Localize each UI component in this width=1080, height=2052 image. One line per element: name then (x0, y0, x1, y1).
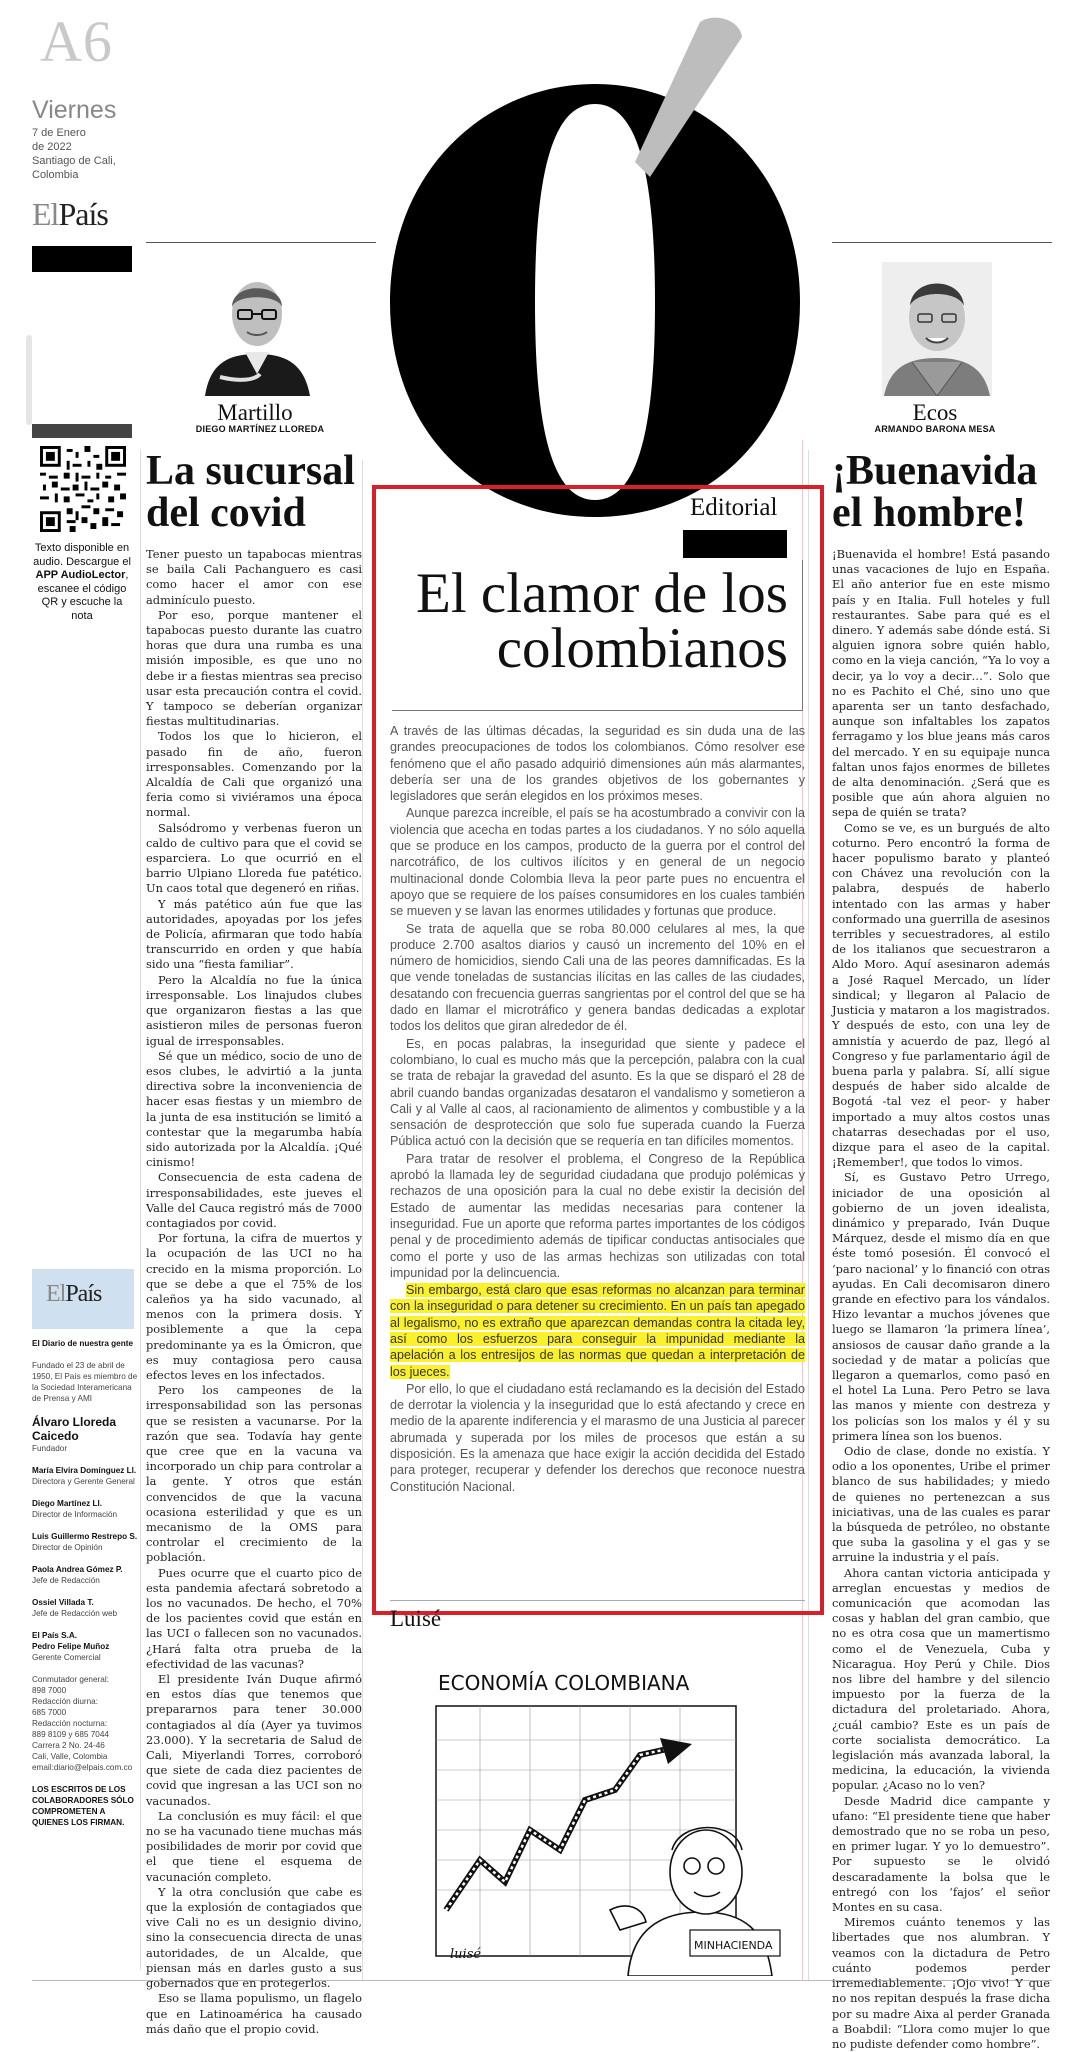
right-article-headline: ¡Buenavida el hombre! (832, 448, 1038, 536)
paragraph: Pero la Alcaldía no fue la única irresponsable. Los linajudos clubes que organizaron fiestas a las que asistieron miles de personas fueron igual de irresponsables. (146, 972, 362, 1048)
paragraph: Se trata de aquella que se roba 80.000 celulares al mes, la que produce 2.700 asaltos diarios y causó un incremento del 10% en el número de homicidios, siendo Cali una de las peores damnificadas. Es la que vende toneladas de sustancias ilícitas en las calles de las ciudades, desatando con frecuencia guerras sangrientas por el control del que se ha dado en llamar el microtráfico y genera bandas dedicadas a explotar todos los delitos que giran alrededor de él. (390, 921, 805, 1034)
paragraph: Como se ve, es un burgués de alto coturno. Pero encontró la forma de hacer populismo barato y planteó con Chávez una revolución con la palabra, después de haberlo intentado con las armas y haber conformado una guerrilla de asesinos terribles y secuestradores, al estilo de los italianos que secuestraron a Aldo Moro. Aquí asesinaron además a José Raquel Mercado, un líder sindical; y llegaron al Palacio de Justicia y mataron a los magistrados. Y después de esto, con una ley de amnistía y acuerdo de paz, llegó al Congreso y fue parlamentario ágil de buena parla y palabra. Sí, allí sigue después de haber sido alcalde de Bogotá -tal vez el peor- y haber importado a muy altos costos unas chatarras desechadas por el uso, dizque para el aseo de la capital. ¡Remember!, que todos lo vimos. (832, 820, 1050, 1170)
cartoon-section-label: Luisé (390, 1606, 442, 1631)
date-line: 7 de Enero (32, 127, 86, 139)
cartoon-tag: MINHACIENDA (694, 1939, 773, 1952)
company-manager: Pedro Felipe Muñoz (32, 1642, 110, 1651)
paragraph: Por ello, lo que el ciudadano está reclamando es la decisión del Estado de derrotar la violencia y la inseguridad que lo está afectando y crece en medio de la aparente indiferencia y el marasmo de una Justicia al parecer abrumada y superada por los miles de procesos que están a su disposición. Es la amenaza que hace exigir la acción decidida del Estado para proteger, recuperar y defender los derechos que reconoce nuestra Constitución Nacional. (390, 1381, 805, 1494)
paragraph: Para tratar de resolver el problema, el Congreso de la República aprobó la llamada ley de seguridad ciudadana que produjo polémicas y rechazos de una oposición para la cual no debe existir la decisión del Estado de aumentar las medidas necesarias para contener la inseguridad. Fue un aporte que reforma partes importantes de los códigos penal y de procedimiento además de tipificar conductas antisociales que como el porte y uso de las armas hechizas son utilizadas con total impunidad por la delincuencia. (390, 1151, 805, 1280)
left-article-headline: La sucursal del covid (146, 448, 355, 536)
divider (390, 1600, 805, 1601)
qr-instructions: Texto disponible en audio. Descargue el APP AudioLector, escanee el código QR y escuche la nota (33, 542, 131, 622)
staff-name: Diego Martínez Ll. (32, 1499, 103, 1508)
staff-name: María Elvira Domínguez Ll. (32, 1466, 137, 1475)
economy-cartoon (410, 1660, 790, 1976)
redaction-bar (683, 530, 787, 558)
column-author-right: ARMANDO BARONA MESA (874, 424, 996, 434)
column-author-left: DIEGO MARTÍNEZ LLOREDA (195, 424, 325, 434)
staff-role: Jefe de Redacción web (32, 1609, 118, 1618)
date-line: Colombia (32, 169, 79, 181)
founded-text: Fundado el 23 de abril de 1950, El País es miembro de la Sociedad Interamericana de Prensa y AMI (32, 1361, 138, 1403)
disclaimer: LOS ESCRITOS DE LOS COLABORADORES SÓLO COMPROMETEN A QUIENES LOS FIRMAN. (32, 1785, 134, 1827)
staff-name: Luis Guillermo Restrepo S. (32, 1532, 138, 1541)
text-highlight: Sin embargo, está claro que esas reformas no alcanzan para terminar con la inseguridad o para detener su crecimiento. En un país tan apegado al legalismo, no es extraño que aparezcan demandas contra la citada ley, así como los esfuerzos para conseguir la impunidad mediante la apelación a los entresijos de las normas que quedan a interpretación de los jueces. (390, 1283, 805, 1379)
paragraph: Todos los que lo hicieron, el pasado fin de año, fueron irresponsables. Comenzando por la Alcaldía de Cali que organizó una feria como si viviéramos una época normal. (146, 729, 362, 820)
left-article-body (146, 547, 362, 2037)
logo-box (32, 1269, 134, 1329)
paragraph: Sé que un médico, socio de uno de esos clubes, le advirtió a la junta directiva sobre la inconveniencia de hacer esas fiestas y un miembro de la junta de esa institución se limitó a contestar que la megarumba había sido autorizada por la Alcaldía. ¡Qué cinismo! (146, 1048, 362, 1170)
paragraph: El presidente Iván Duque afirmó en estos días que tenemos que prepararnos para tener 30.000 contagiados al día (Ayer ya tuvimos 23.000). Y la secretaria de Salud de Cali, Miyerlandi Torres, corroboró que siete de cada diez pacientes de covid que ingresan a las UCI son no vacunados. (146, 1672, 362, 1808)
contact-info: Conmutador general: 898 7000 Redacción diurna: 685 7000 Redacción nocturna: 889 8109 y 685 7044 Carrera 2 No. 24-46 Cali, Valle, Colombia email:diario@elpais.com.co (32, 1675, 133, 1772)
columnist-portrait-right (882, 262, 992, 396)
paragraph: La conclusión es muy fácil: el que no se ha vacunado tiene muchas más posibilidades de morir por covid que el que tiene el esquema de vacunación completo. (146, 1808, 362, 1884)
column-divider (140, 450, 141, 1970)
editorial-body (390, 723, 805, 1496)
paragraph: Salsódromo y verbenas fueron un caldo de cultivo para que el covid se esparciera. Lo que ocurrió en el barrio Ulpiano Lloreda fue patético. Un caos total que degeneró en riñas. (146, 820, 362, 896)
paragraph: ¡Buenavida el hombre! Está pasando unas vacaciones de lujo en España. El año anterior fue en este mismo país y en Italia. Full hoteles y full restaurantes. Sabe para qué es el dinero. Y además sabe dónde está. Si alguien ignora sobre quién hablo, como en la vieja canción, “Ya lo voy a decir, ya lo voy a decir…”. Solo que no es Pachito el Ché, sino uno que aparenta ser un tanto desfachado, aunque son infaltables los zapatos ferragamo y los blue jeans más caros del mercado. Y en su equipaje nunca faltan unos fajos enormes de billetes de alta denominación. ¿Será que es posible que aún ahora alguien no sepa de quién se trata? (832, 547, 1050, 820)
founder-role: Fundador (32, 1444, 68, 1453)
divider (146, 242, 376, 243)
company-role: Gerente Comercial (32, 1653, 101, 1662)
staff-name: Ossiel Villada T. (32, 1598, 94, 1607)
editorial-title: El clamor de los colombianos (416, 562, 788, 680)
paragraph: Tener puesto un tapabocas mientras se baila Cali Pachanguero es casi como hacer el amor con ese adminículo puesto. (146, 547, 362, 607)
column-name-left: Martillo (217, 400, 293, 425)
paragraph: A través de las últimas décadas, la seguridad es sin duda una de las grandes preocupaciones de todos los colombianos. Cómo resolver ese fenómeno que el año pasado adquirió dimensiones aún más alarmantes, debería ser una de los grandes objetivos de los gobernantes y legisladores que serán elegidos en los próximos meses. (390, 724, 805, 804)
paragraph: Miremos cuánto tenemos y las libertades que nos alumbran. Y veamos con la dictadura de Petro cuánto podemos perder irremediablemente. ¡Ojo vivo! Y que no nos repitan después la frase dicha por su madre Aixa al perder Granada a Boabdil: “Llora como mujer lo que no pudiste defender como hombre”. (832, 1915, 1050, 2051)
paragraph: Eso se llama populismo, un flagelo que en Latinoamérica ha causado más daño que el propio covid. (146, 1991, 362, 2036)
opinion-o-logo-icon (370, 12, 820, 522)
founder-name: Álvaro Lloreda Caicedo (32, 1415, 117, 1443)
staff-role: Directora y Gerente General (32, 1477, 135, 1486)
date-line: de 2022 (32, 141, 72, 153)
qr-code-icon[interactable] (40, 446, 126, 532)
staff-role: Jefe de Redacción (32, 1576, 100, 1585)
cartoon-title: ECONOMÍA COLOMBIANA (438, 1671, 690, 1695)
paragraph: Odio de clase, donde no existía. Y odio a los oponentes, Uribe el primer blanco de sus habilidades; y miedo de quienes no pertenezcan a sus iniciativas, una de las cuales es parar la búsqueda de petróleo, no obstante que suba la gasolina y el gas y se arruine la industria y el país. (832, 1443, 1050, 1565)
paragraph: Sí, es Gustavo Petro Urrego, iniciador de una oposición al gobierno de un joven idealista, dinámico y preparado, Iván Duque Márquez, desde el mismo día en que éste tomó posesión. Él convocó el ‘paro nacional’ y lo financió con otras ayudas. En Cali decomisaron dinero grande en efectivo para los vándalos. Hizo levantar a muchos jóvenes que luego se llamaron ‘la primera línea’, ansiosos de causar daño grande a la sociedad y de matar a policías que llegaron a quemarlos, como pasó en el hotel La Luna. Pero Petro se lava las manos y miente con destreza y los policías son los malos y él y su primera línea son los buenos. (832, 1170, 1050, 1443)
company-name: El País S.A. (32, 1631, 78, 1640)
scrollbar[interactable] (26, 335, 32, 425)
paragraph: Es, en pocas palabras, la inseguridad que siente y padece el colombiano, lo cual es mucho más que la percepción, palabra con la cual se trata de rebajar la gravedad del asunto. Es la que se disparó el 28 de abril cuando bandas organizadas desataron el vandalismo y sometieron a Cali y al Valle al caos, al racionamiento de alimentos y combustible y a la sensación de desprotección que solo fue superada cuando la Fuerza Pública actuó con la decisión que se requería en tan difíciles momentos. (390, 1036, 805, 1149)
day-name: Viernes (32, 96, 117, 124)
divider-bar (32, 424, 132, 438)
page-number: A6 (40, 9, 113, 74)
editorial-label: Editorial (690, 494, 778, 521)
date-line: Santiago de Cali, (32, 155, 116, 167)
newspaper-logo: ElPaís (32, 196, 108, 232)
staff-name: Paola Andrea Gómez P. (32, 1565, 123, 1574)
paragraph: Consecuencia de esta cadena de irresponsabilidades, este jueves el Valle del Cauca registró más de 7000 contagiados por covid. (146, 1170, 362, 1230)
newspaper-logo-small: ElPaís (46, 1281, 102, 1307)
highlighted-paragraph (390, 1282, 805, 1380)
columnist-portrait-left (200, 262, 314, 396)
slogan: El Diario de nuestra gente (32, 1339, 134, 1348)
paragraph: Pues ocurre que el cuarto pico de esta pandemia afectará sobretodo a los no vacunados. De hecho, el 70% de los pacientes covid que están en las UCI o fallecen son no vacunados. ¿Hará falta otra prueba de la efectividad de las vacunas? (146, 1565, 362, 1671)
staff-role: Director de Información (32, 1510, 118, 1519)
paragraph: Ahora cantan victoria anticipada y arreglan encuestas y medios de comunicación que acomodan las cosas y hablan del gran cambio, que no es otra cosa que un mamertismo como el de Venezuela, Cuba y Nicaragua. Hoy Perú y Chile. Dios nos libre del hambre y del silencio impuesto por la fuerza de la dictadura del proletariado. Ahora, ¿cuál cambio? Este es un país de corte socialista democrático. La legislación más avanzada laboral, la medicina, la educación, la vivienda popular. ¿Acaso no lo ven? (832, 1565, 1050, 1793)
cartoon-signature: luisé (450, 1947, 482, 1962)
column-divider (362, 460, 363, 1980)
paragraph: Pero los campeones de la irresponsabilidad son las personas que se resisten a vacunarse. Por la razón que sea. Todavía hay gente que cree que en la vacuna va incorporado un chip para controlar a la gente. Y otros que están convencidos de que la vacuna ocasiona esterilidad y que es un mecanismo de la OMS para controlar el crecimiento de la población. (146, 1383, 362, 1565)
date-block (32, 126, 142, 182)
staff-role: Director de Opinión (32, 1543, 103, 1552)
column-name-right: Ecos (912, 400, 958, 425)
paragraph: Por fortuna, la cifra de muertos y la ocupación de las UCI no ha crecido en la misma proporción. Lo que se debe a que el 75% de los caleños ya ha sido vacunado, al menos con la primera dosis. Y posiblemente a que la cepa predominante ya es la Ómicron, que es muy contagiosa pero causa efectos leves en los infectados. (146, 1231, 362, 1382)
masthead-staff (32, 1338, 138, 1839)
paragraph: Y la otra conclusión que cabe es que la explosión de contagiados que vive Cali no es un designio divino, sino la consecuencia directa de unas autoridades, de un Alcalde, que piensan más en darles gusto a sus gobernados que en protegerlos. (146, 1884, 362, 1991)
paragraph: Desde Madrid dice campante y ufano: “El presidente tiene que haber demostrado que no se roba un peso, en primer lugar. Y yo lo demuestro”. Por supuesto se le olvidó descaradamente la bolsa que le entregó con los ‘fajos’ el señor Montes en su casa. (832, 1793, 1050, 1915)
paragraph: Aunque parezca increíble, el país se ha acostumbrado a convivir con la violencia que acecha en todas partes a los ciudadanos. Y no sólo aquella que se produce en los campos, producto de la guerra por el control del narcotráfico, de los cultivos ilícitos y en general de un negocio multinacional donde Colombia lleva la peor parte pues no encuentra el apoyo que se requiere de los países consumidores en los cuales también se mueven y se lavan las enormes utilidades y fortunas que produce. (390, 806, 805, 919)
paragraph: Y más patético aún fue que las autoridades, apoyadas por los jefes de Policía, afirmaran que todo había transcurrido en orden y que había sido una “fiesta familiar”. (146, 896, 362, 972)
right-article-body (832, 547, 1050, 2052)
redaction-bar (32, 246, 132, 272)
divider (832, 242, 1052, 243)
paragraph: Por eso, porque mantener el tapabocas puesto durante las cuatro horas que dura una rumba es una misión imposible, es que uno no debe ir a fiestas mientras sea preciso usar esta precaución contra el covid. Y tampoco se deberían organizar fiestas multitudinarias. (146, 607, 362, 729)
